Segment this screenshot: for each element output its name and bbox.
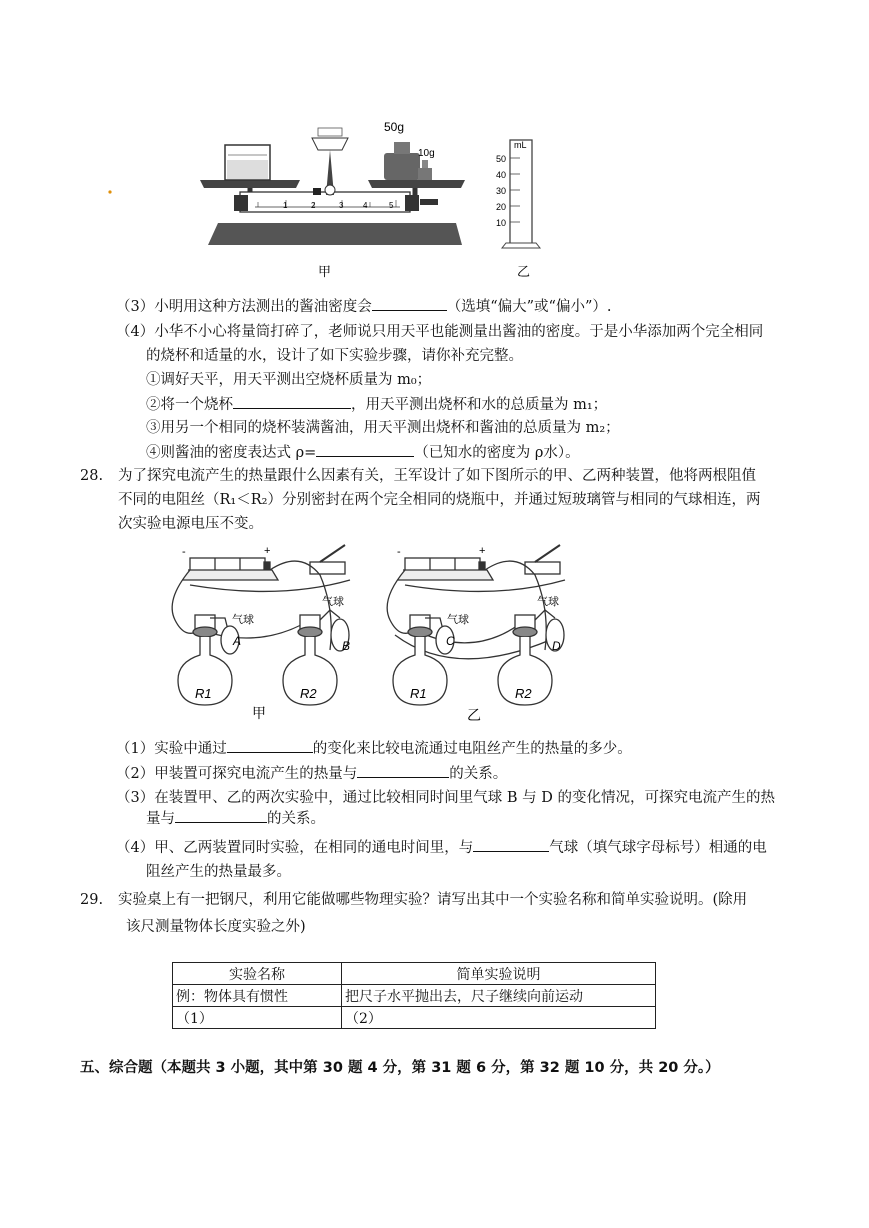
scale-tick-4: 4 (363, 201, 368, 210)
q28-item3-blank[interactable] (175, 808, 267, 823)
cylinder-tick-50: 50 (496, 154, 507, 164)
q29-stem-line2: 该尺测量物体长度实验之外) (126, 919, 306, 935)
table-cell: 例：物体具有惯性 (173, 985, 342, 1007)
weight-50g (384, 153, 420, 180)
graduated-cylinder (502, 140, 540, 248)
cylinder-tick-30: 30 (496, 186, 507, 196)
scale-tick-3: 3 (339, 201, 344, 210)
q28-item2-blank[interactable] (357, 763, 449, 778)
right-pan (368, 180, 465, 188)
circuit-figure (160, 540, 580, 730)
circuit-label-jia: 甲 (252, 705, 266, 721)
figure1-label-yi: 乙 (517, 264, 531, 279)
stray-dot (108, 190, 111, 193)
q27-step2-blank[interactable] (233, 394, 351, 409)
balance-base (208, 223, 462, 245)
balloon-letter-d: D (552, 639, 561, 653)
table-header-description: 简单实验说明 (342, 963, 656, 985)
rider (313, 188, 321, 195)
table-row (173, 985, 656, 1007)
table-header-row (173, 963, 656, 985)
table-answer-cell-2[interactable]: （2） (342, 1007, 656, 1029)
jia-balloon-label-a: 气球 (232, 614, 254, 626)
table-row (173, 1007, 656, 1029)
scale-tick-1: 1 (283, 201, 288, 210)
indicator-scale (312, 138, 348, 150)
q28-number: 28. (80, 468, 104, 484)
q28-stem-line3: 次实验电源电压不变。 (118, 516, 263, 532)
q27-step3: ③用另一个相同的烧杯装满酱油，用天平测出烧杯和酱油的总质量为 m₂； (146, 420, 620, 436)
q27-step4-blank[interactable] (316, 442, 414, 457)
q27-item4-line1: （4）小华不小心将量筒打碎了，老师说只用天平也能测量出酱油的密度。于是小华添加两个完全相同 (116, 324, 764, 340)
weight-50g-label: 50g (384, 120, 405, 134)
q27-item4-line2: 的烧杯和适量的水，设计了如下实验步骤，请你补充完整。 (146, 348, 523, 364)
q28-item1: （1）实验中通过 的变化来比较电流通过电阻丝产生的热量的多少。 (116, 738, 632, 759)
jia-balloon-label-b: 气球 (322, 596, 344, 608)
table-cell: 把尺子水平抛出去，尺子继续向前运动 (342, 985, 656, 1007)
scale-tick-5: 5 (389, 201, 394, 210)
q28-item4-line2: 阻丝产生的热量最多。 (146, 864, 291, 880)
cylinder-tick-20: 20 (496, 202, 507, 212)
q28-item2: （2）甲装置可探究电流产生的热量与 的关系。 (116, 763, 507, 784)
yi-minus: - (397, 546, 401, 558)
q28-item3-line1: （3）在装置甲、乙的两次实验中，通过比较相同时间里气球 B 与 D 的变化情况，可探究电流产生的热 (116, 790, 775, 806)
q29-stem-line1: 实验桌上有一把钢尺，利用它能做哪些物理实验？请写出其中一个实验名称和简单实验说明。(除用 (118, 892, 748, 908)
q28-stem-line1: 为了探究电流产生的热量跟什么因素有关，王军设计了如下图所示的甲、乙两种装置，他将两根阻值 (118, 468, 756, 484)
circuit-label-yi: 乙 (467, 707, 481, 723)
apparatus-jia (172, 545, 350, 705)
section-5-heading: 五、综合题（本题共 3 小题，其中第 30 题 4 分，第 31 题 6 分，第 32 题 10 分，共 20 分。） (80, 1060, 720, 1076)
table-answer-cell-1[interactable]: （1） (173, 1007, 342, 1029)
q28-item1-blank[interactable] (227, 738, 313, 753)
jia-r2-label: R2 (300, 686, 317, 701)
cylinder-tick-10: 10 (496, 218, 507, 228)
q29-number: 29. (80, 892, 104, 908)
balance-and-cylinder-figure (100, 110, 560, 285)
yi-balloon-label-c: 气球 (447, 614, 469, 626)
q27-step4: ④则酱油的密度表达式 ρ= （已知水的密度为 ρ水）。 (146, 442, 580, 463)
q28-item4-line1: （4）甲、乙两装置同时实验，在相同的通电时间里，与 气球（填气球字母标号）相通的电 (116, 837, 767, 858)
balance-beam (240, 192, 410, 212)
yi-balloon-label-d: 气球 (537, 596, 559, 608)
jia-minus: - (182, 546, 186, 558)
q29-experiment-table (172, 962, 656, 1029)
balloon-letter-b: B (342, 639, 351, 653)
jia-r1-label: R1 (195, 686, 212, 701)
yi-r1-label: R1 (410, 686, 427, 701)
apparatus-yi (387, 545, 565, 705)
q28-stem-line2: 不同的电阻丝（R₁＜R₂）分别密封在两个完全相同的烧瓶中，并通过短玻璃管与相同的气球相连，两 (118, 492, 761, 508)
q27-step2: ②将一个烧杯 ，用天平测出烧杯和水的总质量为 m₁； (146, 394, 607, 415)
jia-plus: + (264, 545, 271, 557)
scale-tick-2: 2 (311, 201, 316, 210)
weight-10g-label: 10g (418, 148, 435, 159)
figure1-label-jia: 甲 (318, 264, 332, 279)
q28-item4-blank[interactable] (473, 837, 549, 852)
weight-10g (418, 168, 432, 180)
q28-item3-line2: 量与 的关系。 (146, 808, 325, 829)
balloon-letter-a: A (233, 634, 242, 648)
yi-r2-label: R2 (515, 686, 532, 701)
q27-item3-blank[interactable] (372, 296, 447, 311)
left-pan (200, 180, 300, 188)
yi-plus: + (479, 545, 486, 557)
cylinder-tick-40: 40 (496, 170, 507, 180)
cylinder-unit: mL (514, 140, 527, 150)
balloon-letter-c: C (446, 634, 455, 648)
q27-item3: （3）小明用这种方法测出的酱油密度会 （选填“偏大”或“偏小”）. (116, 296, 612, 317)
q27-step1: ①调好天平，用天平测出空烧杯质量为 m₀； (146, 372, 432, 388)
table-header-name: 实验名称 (173, 963, 342, 985)
